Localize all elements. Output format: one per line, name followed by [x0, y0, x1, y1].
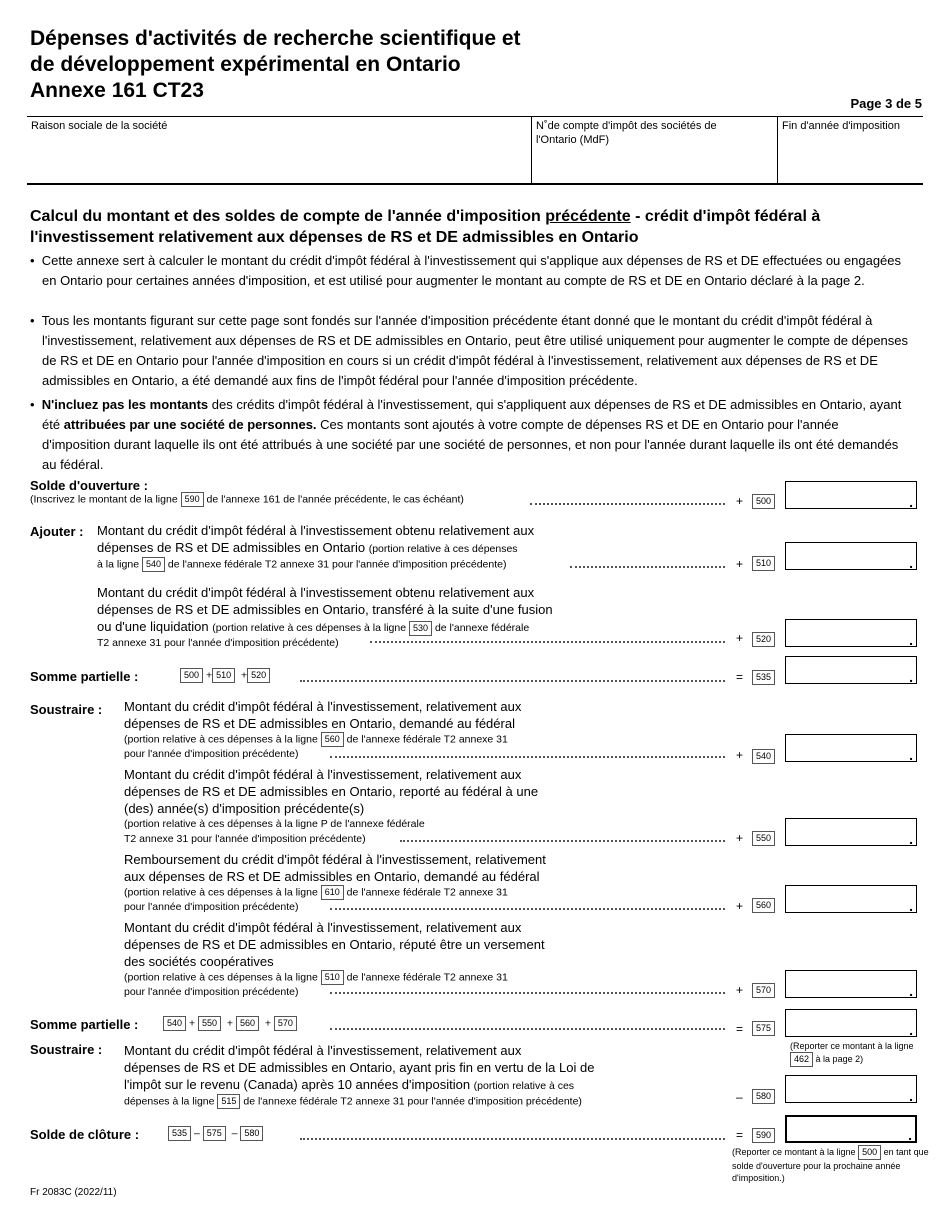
instruction-bullet-1: • Cette annexe sert à calculer le montant du crédit d'impôt fédéral à l'investissement qui s'applique aux dépenses de RS et DE effectuées ou engagées en Ontario pour certaines années d'imposition, et est utilisé pour augmenter le montant au compte de RS et DE en Ontario déclaré à la page 2.	[30, 253, 902, 288]
line-510-description: Montant du crédit d'impôt fédéral à l'investissement obtenu relativement aux dépenses de RS et DE admissibles en Ontario (portion relative à ces dépenses à la ligne 540 de l'annexe fédérale T2 annexe 31 pour l'année d'imposition précédente)	[97, 523, 535, 571]
dot-leader	[330, 992, 725, 994]
section-title: Calcul du montant et des soldes de compte de l'année d'imposition précédente - crédit d'impôt fédéral à l'investissement relativement aux dépenses de RS et DE admissibles en Ontario	[30, 208, 821, 246]
field-code-510: 510	[752, 556, 775, 571]
dot-leader	[570, 566, 725, 568]
identification-table	[27, 116, 923, 185]
instruction-bullet-2: • Tous les montants figurant sur cette page sont fondés sur l'année d'imposition précédente étant donné que le montant du crédit d'impôt fédéral à l'investissement, relativement aux dépenses de RS et DE admissibles en Ontario, peut être utilisé uniquement pour augmenter le compte de dépenses de RS et DE en Ontario pour l'année d'imposition en cours si un crédit d'impôt fédéral à l'investissement, relativement aux dépenses de RS et DE admissibles en Ontario, a été demandé aux fins de l'impôt fédéral pour l'année d'imposition précédente.	[30, 313, 909, 388]
opening-balance-note: (Inscrivez le montant de la ligne 590 de l'annexe 161 de l'année précédente, le cas échéant)	[30, 493, 464, 506]
field-code-550: 550	[752, 831, 775, 846]
amount-input-500[interactable]	[785, 481, 917, 509]
line-570-description: Montant du crédit d'impôt fédéral à l'investissement, relativement aux dépenses de RS et DE admissibles en Ontario, réputé être un versement des sociétés coopératives (portion relative à ces dépenses à la ligne 510 de l'annexe fédérale T2 annexe 31 pour l'année d'imposition précédente)	[124, 920, 545, 999]
instruction-bullet-3: • N'incluez pas les montants des crédits d'impôt fédéral à l'investissement, qui s'appliquent aux dépenses de RS et DE admissibles en Ontario, ayant été attribuées par une société de personnes. Ces montants sont ajoutés à votre compte de dépenses RS et DE en Ontario pour l'année d'imposition durant laquelle ils ont été attribués à une société par une société de personnes, et non pour l'année durant laquelle ils ont été demandés au fédéral.	[30, 397, 902, 472]
dot-leader	[400, 840, 725, 842]
account-number-label: N˚de compte d'impôt des sociétés de l'Ontario (MdF)	[536, 120, 717, 146]
subtotal-2-label: Somme partielle :	[30, 1017, 139, 1032]
field-code-575: 575	[752, 1021, 775, 1036]
dot-leader	[330, 908, 725, 910]
closing-balance-note: (Reporter ce montant à la ligne 500 en tant que solde d'ouverture pour la prochaine année d'imposition.)	[732, 1146, 929, 1183]
account-number-field[interactable]	[531, 117, 777, 183]
year-end-label: Fin d'année d'imposition	[782, 120, 900, 132]
dot-leader	[370, 641, 725, 643]
line-550-description: Montant du crédit d'impôt fédéral à l'investissement, relativement aux dépenses de RS et DE admissibles en Ontario, reporté au fédéral à une (des) année(s) d'imposition précédente(s) (portion relative à ces dépenses à la ligne P de l'annexe fédérale T2 annexe 31 pour l'année d'imposition précédente)	[124, 767, 539, 845]
amount-input-510[interactable]	[785, 542, 917, 570]
line-540-description: Montant du crédit d'impôt fédéral à l'investissement, relativement aux dépenses de RS et DE admissibles en Ontario, demandé au fédéral (portion relative à ces dépenses à la ligne 560 de l'annexe fédérale T2 annexe 31 pour l'année d'imposition précédente)	[124, 699, 522, 761]
amount-input-520[interactable]	[785, 619, 917, 647]
form-id: Fr 2083C (2022/11)	[30, 1187, 117, 1198]
year-end-field[interactable]	[777, 117, 923, 183]
amount-input-535[interactable]	[785, 656, 917, 684]
amount-input-540[interactable]	[785, 734, 917, 762]
page-title	[30, 26, 630, 104]
line-520-description: Montant du crédit d'impôt fédéral à l'investissement obtenu relativement aux dépenses de RS et DE admissibles en Ontario, transféré à la suite d'une fusion ou d'une liquidation (portion relative à ces dépenses à la ligne 530 de l'annexe fédérale T2 annexe 31 pour l'année d'imposition précédente)	[97, 585, 553, 649]
subtract-label: Soustraire :	[30, 702, 103, 717]
title-line-2: de développement expérimental en Ontario	[30, 53, 461, 76]
corp-name-label: Raison sociale de la société	[31, 120, 168, 132]
field-code-520: 520	[752, 632, 775, 647]
field-code-560: 560	[752, 898, 775, 913]
line-ref-590: 590	[181, 492, 204, 507]
amount-input-550[interactable]	[785, 818, 917, 846]
dot-leader	[300, 1138, 725, 1140]
dot-leader	[330, 756, 725, 758]
line-560-description: Remboursement du crédit d'impôt fédéral à l'investissement, relativement aux dépenses de RS et DE admissibles en Ontario, demandé au fédéral (portion relative à ces dépenses à la ligne 610 de l'annexe fédérale T2 annexe 31 pour l'année d'imposition précédente)	[124, 852, 546, 914]
dot-leader	[530, 503, 725, 505]
title-line-1: Dépenses d'activités de recherche scientifique et	[30, 27, 521, 50]
subtotal-2-note: (Reporter ce montant à la ligne 462 à la page 2)	[790, 1040, 925, 1067]
title-line-3: Annexe 161 CT23	[30, 79, 204, 102]
subtotal-1-label: Somme partielle :	[30, 669, 139, 684]
subtotal-1-formula: 500 + 510 + 520	[180, 668, 270, 683]
line-580-description: Montant du crédit d'impôt fédéral à l'investissement, relativement aux dépenses de RS et DE admissibles en Ontario, ayant pris fin en vertu de la Loi de l'impôt sur le revenu (Canada) après 10 années d'imposition (portion relative à ces dépenses à la ligne 515 de l'annexe fédérale T2 annexe 31 pour l'année d'imposition précédente)	[124, 1043, 595, 1108]
corp-name-field[interactable]	[27, 117, 531, 183]
amount-input-580[interactable]	[785, 1075, 917, 1103]
field-code-570: 570	[752, 983, 775, 998]
amount-input-570[interactable]	[785, 970, 917, 998]
amount-input-560[interactable]	[785, 885, 917, 913]
field-code-540: 540	[752, 749, 775, 764]
amount-input-590[interactable]	[785, 1115, 917, 1143]
page-number: Page 3 de 5	[850, 96, 922, 111]
field-code-580: 580	[752, 1089, 775, 1104]
subtotal-2-formula: 540 + 550 + 560 + 570	[163, 1016, 297, 1031]
field-code-500: 500	[752, 494, 775, 509]
opening-balance-label: Solde d'ouverture :	[30, 478, 148, 493]
amount-input-575[interactable]	[785, 1009, 917, 1037]
subtract-2-label: Soustraire :	[30, 1042, 103, 1057]
dot-leader	[330, 1028, 725, 1030]
field-code-590: 590	[752, 1128, 775, 1143]
dot-leader	[300, 680, 725, 682]
closing-balance-label: Solde de clôture :	[30, 1127, 140, 1142]
add-label: Ajouter :	[30, 524, 84, 539]
field-code-535: 535	[752, 670, 775, 685]
closing-balance-formula: 535 – 575 – 580	[168, 1126, 263, 1141]
